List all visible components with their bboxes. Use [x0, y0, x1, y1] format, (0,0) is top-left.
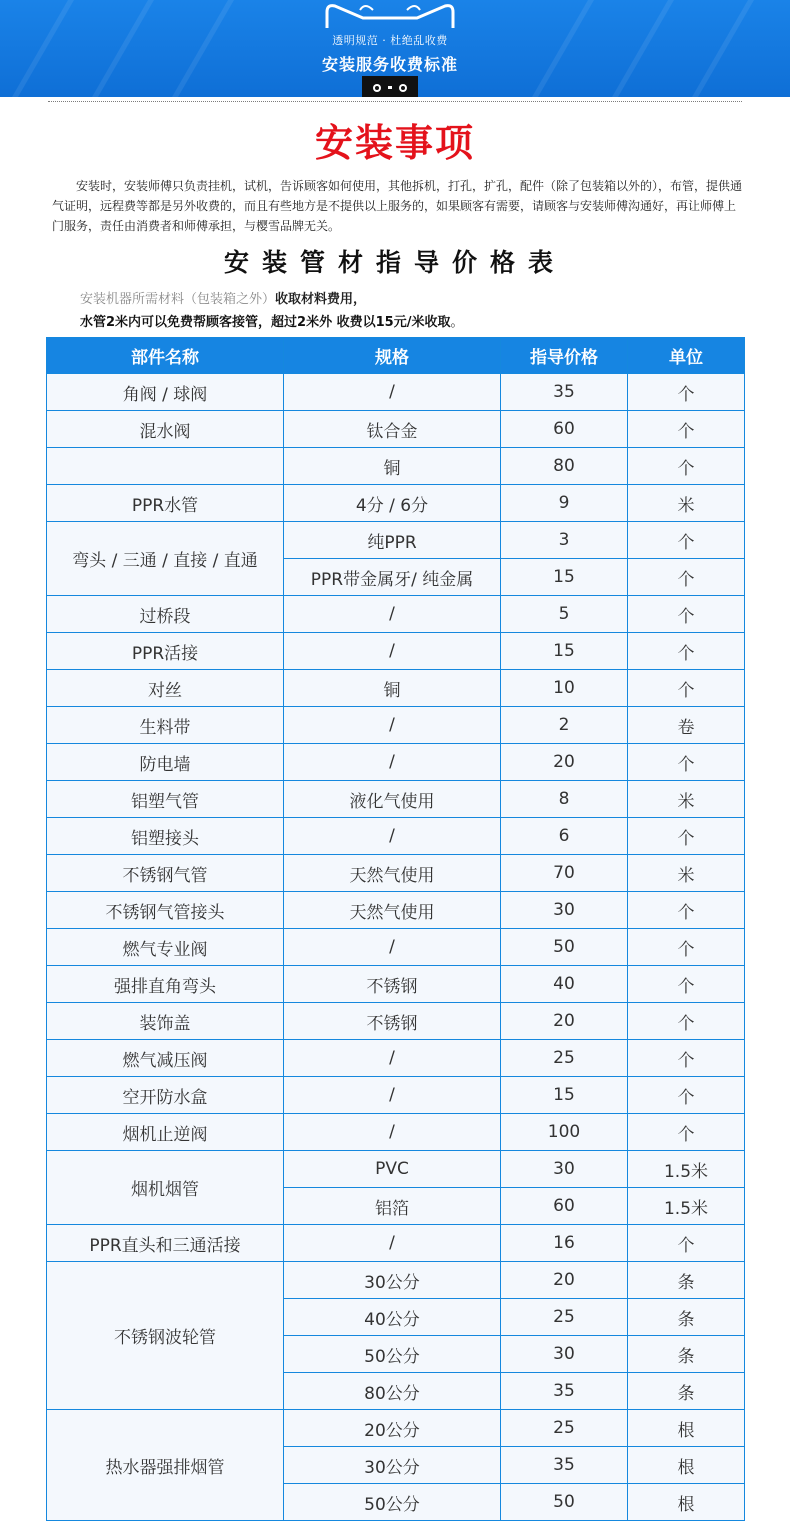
table-row — [47, 1151, 745, 1188]
cell-name: 强排直角弯头 — [47, 966, 284, 1003]
cell-unit: 个 — [628, 1003, 745, 1040]
cell-name: 弯头 / 三通 / 直接 / 直通 — [47, 522, 284, 596]
cell-name: 铝塑接头 — [47, 818, 284, 855]
cell-name: 不锈钢气管接头 — [47, 892, 284, 929]
cell-unit: 个 — [628, 1225, 745, 1262]
cell-name: PPR直头和三通活接 — [47, 1225, 284, 1262]
cell-unit: 个 — [628, 448, 745, 485]
table-row — [47, 707, 745, 744]
cell-spec: 钛合金 — [284, 411, 501, 448]
cell-price: 25 — [501, 1040, 628, 1077]
cell-name: 空开防水盒 — [47, 1077, 284, 1114]
cell-unit: 个 — [628, 818, 745, 855]
cell-name: 燃气专业阀 — [47, 929, 284, 966]
cell-unit: 个 — [628, 411, 745, 448]
cell-unit: 个 — [628, 892, 745, 929]
cell-price: 50 — [501, 1484, 628, 1521]
cell-spec: PVC — [284, 1151, 501, 1188]
table-row — [47, 744, 745, 781]
table-title: 安装管材指导价格表 — [223, 248, 566, 277]
cell-spec: 80公分 — [284, 1373, 501, 1410]
cell-name — [47, 448, 284, 485]
note-line-2 — [80, 311, 463, 330]
table-row — [47, 892, 745, 929]
cell-price: 30 — [501, 1336, 628, 1373]
cell-unit: 个 — [628, 522, 745, 559]
intro-paragraph: 安装时，安装师傅只负责挂机，试机，告诉顾客如何使用，其他拆机，打孔，扩孔，配件（除了包装箱以外的），布管，提供通气证明，远程费等都是另外收费的，而且有些地方是不提供以上服务的，如果顾客有需要，请顾客与安装师傅沟通好，再让师傅上门服务，责任由消费者和师傅承担，与樱雪品牌无关。 — [52, 179, 743, 233]
cell-price: 20 — [501, 744, 628, 781]
table-row — [47, 374, 745, 411]
cell-price: 25 — [501, 1299, 628, 1336]
cell-unit: 米 — [628, 485, 745, 522]
cell-unit: 个 — [628, 744, 745, 781]
cell-spec: / — [284, 374, 501, 411]
table-row — [47, 781, 745, 818]
cell-unit: 个 — [628, 1040, 745, 1077]
note2-end: 。 — [450, 315, 464, 330]
cell-price: 40 — [501, 966, 628, 1003]
cell-unit: 米 — [628, 855, 745, 892]
cell-unit: 1.5米 — [628, 1188, 745, 1225]
cell-spec: 铝箔 — [284, 1188, 501, 1225]
cell-unit: 米 — [628, 781, 745, 818]
cell-unit: 条 — [628, 1373, 745, 1410]
cell-price: 3 — [501, 522, 628, 559]
divider — [48, 101, 742, 102]
cell-name: 角阀 / 球阀 — [47, 374, 284, 411]
cell-price: 30 — [501, 1151, 628, 1188]
table-row — [47, 633, 745, 670]
cell-unit: 个 — [628, 1077, 745, 1114]
cell-spec: / — [284, 1077, 501, 1114]
table-row — [47, 929, 745, 966]
cell-price: 30 — [501, 892, 628, 929]
cell-name: 不锈钢波轮管 — [47, 1262, 284, 1410]
cell-spec: / — [284, 744, 501, 781]
cell-spec: 30公分 — [284, 1447, 501, 1484]
cell-price: 15 — [501, 633, 628, 670]
cell-spec: 50公分 — [284, 1336, 501, 1373]
note-grey-text: 安装机器所需材料（包装箱之外） — [80, 292, 276, 307]
cell-spec: 天然气使用 — [284, 892, 501, 929]
cell-name: 防电墙 — [47, 744, 284, 781]
cell-spec: 不锈钢 — [284, 966, 501, 1003]
cell-unit: 条 — [628, 1262, 745, 1299]
banner-slogan: 透明规范 · 杜绝乱收费 — [332, 34, 448, 47]
cell-name: 混水阀 — [47, 411, 284, 448]
cell-price: 50 — [501, 929, 628, 966]
cell-spec: / — [284, 1225, 501, 1262]
table-row — [47, 1262, 745, 1299]
cell-spec: / — [284, 707, 501, 744]
cell-spec: 20公分 — [284, 1410, 501, 1447]
cell-spec: / — [284, 1114, 501, 1151]
cell-price: 9 — [501, 485, 628, 522]
cell-spec: 40公分 — [284, 1299, 501, 1336]
header-banner — [0, 0, 790, 97]
table-row — [47, 1040, 745, 1077]
cell-spec: PPR带金属牙/ 纯金属 — [284, 559, 501, 596]
cell-name: 烟机烟管 — [47, 1151, 284, 1225]
cell-name: 铝塑气管 — [47, 781, 284, 818]
cell-unit: 个 — [628, 670, 745, 707]
cell-name: 生料带 — [47, 707, 284, 744]
header-unit: 单位 — [628, 338, 745, 374]
table-row — [47, 670, 745, 707]
table-row — [47, 1114, 745, 1151]
cell-unit: 根 — [628, 1484, 745, 1521]
cell-unit: 根 — [628, 1447, 745, 1484]
cell-unit: 个 — [628, 633, 745, 670]
cell-price: 16 — [501, 1225, 628, 1262]
cell-spec: 不锈钢 — [284, 1003, 501, 1040]
cell-spec: / — [284, 818, 501, 855]
cell-spec: 4分 / 6分 — [284, 485, 501, 522]
cell-name: PPR水管 — [47, 485, 284, 522]
cell-price: 60 — [501, 411, 628, 448]
cell-spec: 铜 — [284, 670, 501, 707]
table-row — [47, 596, 745, 633]
cell-price: 100 — [501, 1114, 628, 1151]
table-row — [47, 855, 745, 892]
cell-price: 70 — [501, 855, 628, 892]
table-row — [47, 522, 745, 559]
cell-price: 20 — [501, 1003, 628, 1040]
cell-price: 15 — [501, 1077, 628, 1114]
cell-name: 不锈钢气管 — [47, 855, 284, 892]
cell-spec: 纯PPR — [284, 522, 501, 559]
cell-name: 燃气减压阀 — [47, 1040, 284, 1077]
cell-unit: 个 — [628, 559, 745, 596]
table-row — [47, 485, 745, 522]
cell-unit: 根 — [628, 1410, 745, 1447]
cell-price: 15 — [501, 559, 628, 596]
cell-price: 80 — [501, 448, 628, 485]
note-line-1 — [80, 288, 366, 307]
cat-outline-icon — [305, 0, 475, 97]
cell-unit: 条 — [628, 1336, 745, 1373]
cell-name: 烟机止逆阀 — [47, 1114, 284, 1151]
table-header-row — [47, 338, 745, 374]
note-bold-text: 收取材料费用， — [275, 292, 367, 307]
header-price: 指导价格 — [501, 338, 628, 374]
table-row — [47, 411, 745, 448]
price-table — [46, 337, 745, 1521]
table-row — [47, 818, 745, 855]
cell-unit: 个 — [628, 966, 745, 1003]
header-spec: 规格 — [284, 338, 501, 374]
table-row — [47, 448, 745, 485]
tmall-cat-logo — [305, 0, 475, 97]
table-row — [47, 1003, 745, 1040]
cell-spec: 液化气使用 — [284, 781, 501, 818]
table-row — [47, 966, 745, 1003]
table-row — [47, 1410, 745, 1447]
cell-price: 5 — [501, 596, 628, 633]
cell-unit: 个 — [628, 929, 745, 966]
cell-unit: 个 — [628, 1114, 745, 1151]
cell-spec: 铜 — [284, 448, 501, 485]
note2-bold-text: 水管2米内可以免费帮顾客接管，超过2米外 收费以15元/米收取 — [80, 315, 451, 330]
cell-name: 装饰盖 — [47, 1003, 284, 1040]
banner-title: 安装服务收费标准 — [321, 55, 458, 74]
cell-unit: 个 — [628, 596, 745, 633]
cell-price: 10 — [501, 670, 628, 707]
cell-spec: 50公分 — [284, 1484, 501, 1521]
cell-price: 35 — [501, 1447, 628, 1484]
cell-price: 2 — [501, 707, 628, 744]
cell-spec: / — [284, 1040, 501, 1077]
cell-price: 8 — [501, 781, 628, 818]
cell-unit: 卷 — [628, 707, 745, 744]
cell-price: 20 — [501, 1262, 628, 1299]
cell-name: PPR活接 — [47, 633, 284, 670]
cell-spec: / — [284, 929, 501, 966]
cell-spec: / — [284, 596, 501, 633]
section-title: 安装事项 — [314, 121, 475, 165]
cell-unit: 个 — [628, 374, 745, 411]
cell-price: 6 — [501, 818, 628, 855]
cell-unit: 1.5米 — [628, 1151, 745, 1188]
cell-spec: / — [284, 633, 501, 670]
header-part-name: 部件名称 — [47, 338, 284, 374]
cell-name: 对丝 — [47, 670, 284, 707]
cell-spec: 30公分 — [284, 1262, 501, 1299]
cell-name: 过桥段 — [47, 596, 284, 633]
cell-price: 35 — [501, 374, 628, 411]
cell-name: 热水器强排烟管 — [47, 1410, 284, 1521]
cell-price: 60 — [501, 1188, 628, 1225]
cell-price: 35 — [501, 1373, 628, 1410]
cell-unit: 条 — [628, 1299, 745, 1336]
table-row — [47, 1077, 745, 1114]
cell-spec: 天然气使用 — [284, 855, 501, 892]
table-row — [47, 1225, 745, 1262]
cell-price: 25 — [501, 1410, 628, 1447]
